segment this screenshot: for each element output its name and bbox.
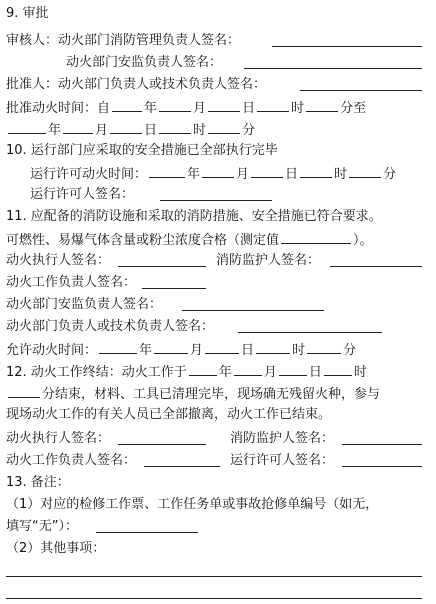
fire-monitor-signature-field[interactable] xyxy=(330,266,422,267)
permit-time-line: 运行许可动火时间： 年 月 日 时 分 xyxy=(30,167,397,182)
section-11-text-1: 11. 应配备的消防设施和采取的消防措施、安全措施已符合要求。 xyxy=(6,209,382,224)
remark-1-line-b: 填写“无”）： xyxy=(6,519,78,534)
section-13-heading: 13. 备注： xyxy=(6,475,70,490)
section-12-text-1: 12. 动火工作终结：动火工作于 年 月 日 时 xyxy=(6,365,367,380)
s12-run-permit-signature-field[interactable] xyxy=(342,466,422,467)
other-notes-line-2[interactable] xyxy=(6,598,422,599)
remark-1-line-a: （1）对应的检修工作票、工作任务单或事故抢修单编号（如无， xyxy=(6,497,379,512)
fire-monitor-label: 消防监护人签名： xyxy=(216,253,321,268)
s12-executor-line: 动火执行人签名： xyxy=(6,431,111,446)
allow-time-line: 允许动火时间： 年 月 日 时 分 xyxy=(6,343,357,358)
s12-fire-monitor-label: 消防监护人签名： xyxy=(230,431,335,446)
approve-time-line-1: 批准动火时间：自 年 月 日 时 分至 xyxy=(6,101,367,116)
s12-work-leader-line: 动火工作负责人签名： xyxy=(6,453,137,468)
fire-dept-manager-label: 动火部门消防管理负责人签名： xyxy=(58,33,241,48)
section-11-text-2: 可燃性、易爆气体含量或粉尘浓度合格（测定值 ）。 xyxy=(6,233,373,248)
s12-fire-monitor-signature-field[interactable] xyxy=(342,444,422,445)
dept-safety-signature-field[interactable] xyxy=(182,310,324,311)
work-leader-signature-field[interactable] xyxy=(142,288,206,289)
permit-person-line: 运行许可人签名： xyxy=(30,187,135,202)
s12-run-permit-label: 运行许可人签名： xyxy=(230,453,335,468)
approver-label: 批准人： xyxy=(6,77,59,92)
fire-dept-safety-signature-field[interactable] xyxy=(244,68,422,69)
work-ticket-number-field[interactable] xyxy=(96,532,198,533)
dept-head-signature-field[interactable] xyxy=(238,332,382,333)
executor-signature-field[interactable] xyxy=(118,266,206,267)
section-9-heading: 9. 审批 xyxy=(6,6,49,21)
approver-line: 批准人：动火部门负责人或技术负责人签名： xyxy=(6,77,267,92)
other-notes-line-1[interactable] xyxy=(6,576,422,577)
s12-executor-signature-field[interactable] xyxy=(118,444,206,445)
s12-work-leader-signature-field[interactable] xyxy=(144,466,220,467)
fire-dept-safety-line: 动火部门安监负责人签名： xyxy=(66,55,223,70)
permit-person-signature-field[interactable] xyxy=(160,200,272,201)
fire-dept-head-signature-field[interactable] xyxy=(300,90,422,91)
work-leader-line: 动火工作负责人签名： xyxy=(6,275,137,290)
dept-head-line: 动火部门负责人或技术负责人签名： xyxy=(6,319,215,334)
section-12-text-3: 现场动火工作的有关人员已全部撤离，动火工作已结束。 xyxy=(6,407,332,422)
executor-monitor-line: 动火执行人签名： xyxy=(6,253,111,268)
approve-time-line-2: 年 月 日 时 分 xyxy=(6,121,432,139)
section-12-text-2: 分结束，材料、工具已清理完毕，现场确无残留火种，参与 xyxy=(6,385,432,403)
reviewer-label: 审核人： xyxy=(6,33,59,48)
dept-safety-line: 动火部门安监负责人签名： xyxy=(6,297,163,312)
remark-2-line: （2）其他事项： xyxy=(6,541,106,556)
fire-dept-manager-signature-field[interactable] xyxy=(272,46,422,47)
section-10-heading: 10. 运行部门应采取的安全措施已全部执行完毕 xyxy=(6,143,278,158)
